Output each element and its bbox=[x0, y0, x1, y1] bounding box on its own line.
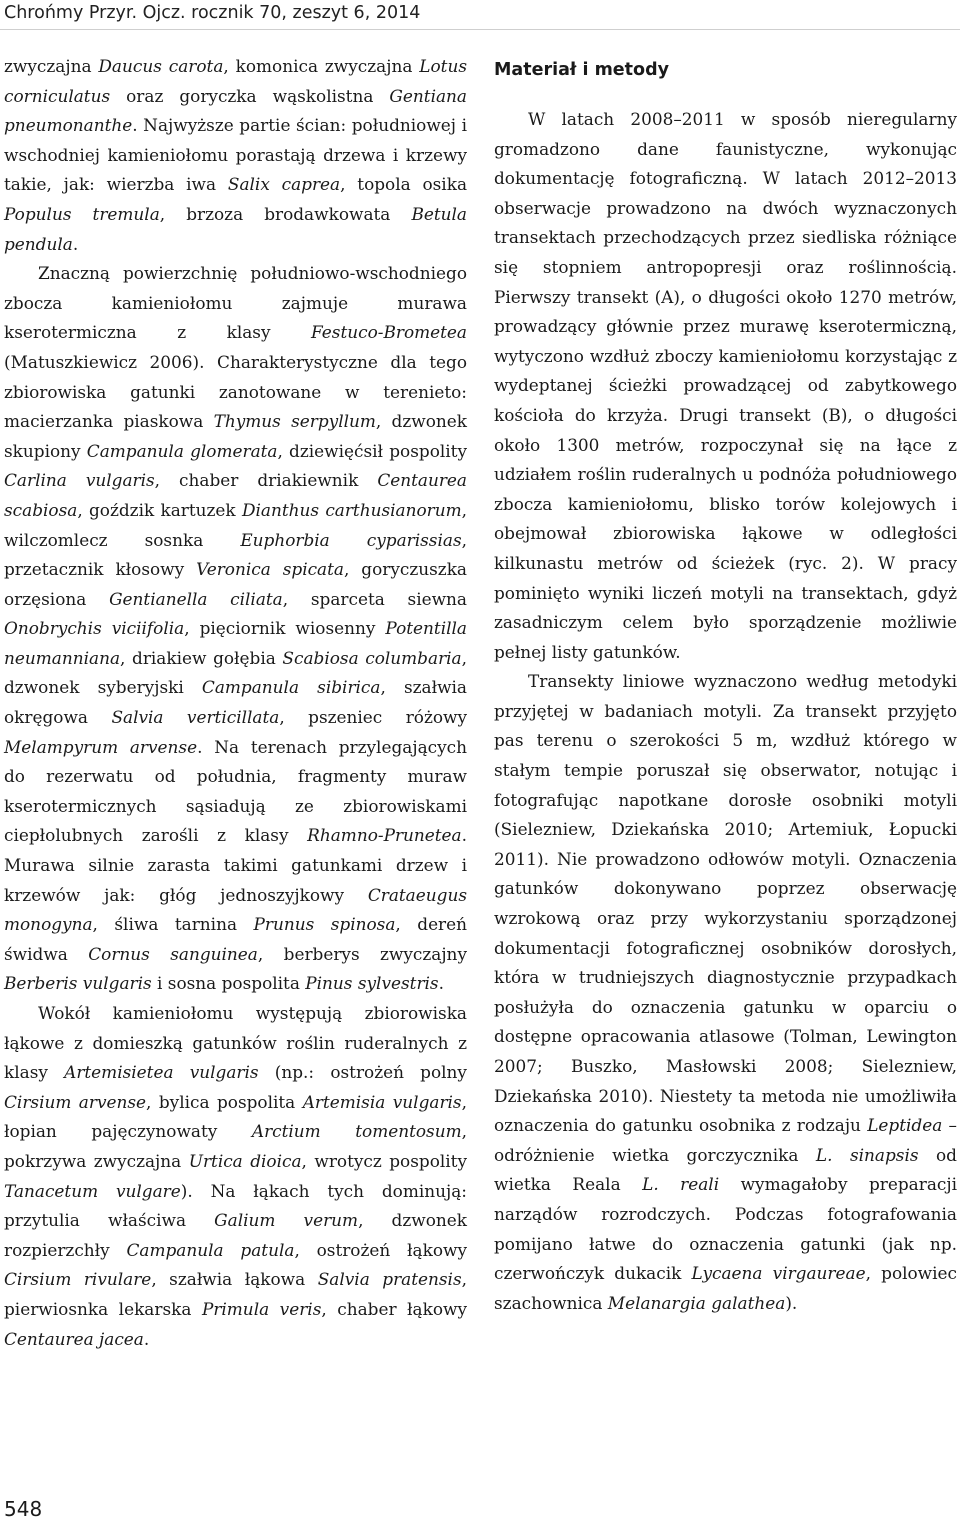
species-name: Cirsium arvense bbox=[4, 1091, 147, 1112]
species-name: Crataeugus monogyna bbox=[4, 884, 467, 935]
running-header bbox=[0, 0, 960, 30]
species-name: Berberis vulgaris bbox=[4, 973, 152, 994]
species-name: Primula veris bbox=[201, 1298, 322, 1319]
species-name: Centaurea scabiosa bbox=[4, 470, 467, 520]
species-name: Potentilla neumanniana bbox=[4, 618, 467, 668]
species-name: Prunus spinosa bbox=[253, 914, 396, 935]
species-name: Scabiosa columbaria bbox=[282, 647, 462, 668]
species-name: Campanula patula bbox=[126, 1239, 295, 1260]
species-name: Campanula glomerata bbox=[86, 440, 278, 461]
species-name: Artemisietea vulgaris bbox=[64, 1062, 259, 1083]
left-column bbox=[4, 52, 467, 1354]
species-name: Campanula sibirica bbox=[201, 677, 381, 698]
species-name: Cirsium rivulare bbox=[4, 1269, 152, 1290]
right-paragraph-2: Transekty liniowe wyznaczono według metodyki przyjętej w badaniach motyli. Za transekt przyjęto pas terenu o szerokości 5 m, wzdłuż którego w stałym tempie poruszał się obserwator, notując i fotografując napotkane dorosłe osobniki motyli (Sielezniew, Dziekańska 2010; Artemiuk, Łopucki 2011). Nie prowadzono odłowów motyli. Oznaczenia gatunków dokonywano poprzez obserwację wzrokową oraz przy wykorzystaniu sporządzonej dokumentacji fotograficznej osobników dorosłych, która w trudniejszych diagnostycznie przypadkach posłużyła do oznaczenia gatunku w oparciu o dostępne opracowania atlasowe (Tolman, Lewington 2007; Buszko, Masłowski 2008; Sielezniew, Dziekańska 2010). Niestety ta metoda nie umożliwiła oznaczenia do gatunku osobnika z rodzaju Leptidea – odróżnienie wietka gorczycznika L. sinapsis od wietka Reala L. reali wymagałoby preparacji narządów rozrodczych. Podczas fotografowania pomijano łatwe do oznaczenia gatunki (jak np. czerwończyk dukacik Lycaena virgaureae, polowiec szachownica Melanargia galathea). bbox=[494, 671, 957, 1313]
species-name: Betula pendula bbox=[4, 203, 467, 254]
species-name: Populus tremula bbox=[4, 203, 160, 224]
species-name: Arctium tomentosum bbox=[251, 1121, 462, 1142]
right-paragraph-1: W latach 2008–2011 w sposób nieregularny gromadzono dane faunistyczne, wykonując dokumentację fotograficzną. W latach 2012–2013 obserwacje prowadzono na dwóch wyznaczonych transektach przechodzących przez siedliska różniące się stopniem antropopresji oraz roślinnością. Pierwszy transekt (A), o długości około 1270 metrów, prowadzący głównie przez murawę kserotermiczną, wytyczono wzdłuż zboczy kamieniołomu korzystając z wydeptanej ścieżki prowadzącej od zabytkowego kościoła do krzyża. Drugi transekt (B), o długości około 1300 metrów, rozpoczynał się na łące z udziałem roślin ruderalnych u podnóża południowego zbocza kamieniołomu, blisko torów kolejowych i obejmował zbiorowiska łąkowe w odległości kilkunastu metrów od ścieżek (ryc. 2). W pracy pominięto wyniki liczeń motyli na transektach, gdyż zasadniczym celem było sporządzenie możliwie pełnej listy gatunków. bbox=[494, 109, 957, 662]
species-name: Melanargia galathea bbox=[607, 1292, 786, 1313]
species-name: Salix caprea bbox=[227, 174, 341, 195]
header-divider bbox=[0, 29, 960, 30]
species-name: Galium verum bbox=[214, 1210, 359, 1231]
species-name: Cornus sanguinea bbox=[88, 943, 258, 964]
species-name: L. reali bbox=[642, 1174, 720, 1195]
species-name: Euphorbia cyparissias bbox=[240, 529, 462, 550]
species-name: Lotus corniculatus bbox=[4, 56, 468, 106]
species-name: Leptidea bbox=[867, 1115, 943, 1136]
species-name: Gentiana pneumonanthe bbox=[4, 85, 467, 136]
species-name: Carlina vulgaris bbox=[4, 470, 155, 491]
species-name: Artemisia vulgaris bbox=[302, 1091, 462, 1112]
species-name: Festuco-Brometea bbox=[311, 322, 467, 343]
left-paragraph-1: zwyczajna Daucus carota, komonica zwyczajna Lotus corniculatus oraz goryczka wąskolistna Gentiana pneumonanthe. Najwyższe partie ścian: południowej i wschodniej kamieniołomu porastają drzewa i krzewy takie, jak: wierzba iwa Salix caprea, topola osika Populus tremula, brzoza brodawkowata Betula pendula. bbox=[4, 56, 468, 254]
species-name: Salvia verticillata bbox=[111, 707, 280, 728]
running-title: Chrońmy Przyr. Ojcz. rocznik 70, zeszyt 6, 2014 bbox=[4, 3, 421, 23]
species-name: Urtica dioica bbox=[188, 1150, 302, 1171]
species-name: Centaurea jacea bbox=[4, 1328, 144, 1349]
species-name: Salvia pratensis bbox=[317, 1269, 462, 1290]
species-name: L. sinapsis bbox=[815, 1144, 919, 1165]
right-column bbox=[494, 58, 957, 1318]
species-name: Thymus serpyllum bbox=[213, 411, 376, 432]
species-name: Daucus carota bbox=[98, 56, 224, 76]
section-heading: Materiał i metody bbox=[494, 60, 669, 80]
species-name: Veronica spicata bbox=[196, 559, 344, 580]
species-name: Lycaena virgaureae bbox=[691, 1263, 866, 1284]
species-name: Tanacetum vulgare bbox=[4, 1180, 181, 1201]
species-name: Pinus sylvestris bbox=[305, 973, 439, 994]
species-name: Rhamno-Prunetea bbox=[307, 825, 462, 846]
species-name: Melampyrum arvense bbox=[4, 736, 198, 757]
species-name: Dianthus carthusianorum bbox=[241, 499, 462, 520]
species-name: Onobrychis viciifolia bbox=[4, 618, 185, 639]
page-number: 548 bbox=[4, 1497, 43, 1521]
species-name: Gentianella ciliata bbox=[109, 588, 283, 609]
left-paragraph-2: Znaczną powierzchnię południowo-wschodniego zbocza kamieniołomu zajmuje murawa kserotermiczna z klasy Festuco-Brometea (Matuszkiewicz 2006). Charakterystyczne dla tego zbiorowiska gatunki zanotowane w terenieto: macierzanka piaskowa Thymus serpyllum, dzwonek skupiony Campanula glomerata, dziewięćsił pospolity Carlina vulgaris, chaber driakiewnik Centaurea scabiosa, goździk kartuzek Dianthus carthusianorum, wilczomlecz sosnka Euphorbia cyparissias, przetacznik kłosowy Veronica spicata, goryczuszka orzęsiona Gentianella ciliata, sparceta siewna Onobrychis viciifolia, pięciornik wiosenny Potentilla neumanniana, driakiew gołębia Scabiosa columbaria, dzwonek syberyjski Campanula sibirica, szałwia okręgowa Salvia verticillata, pszeniec różowy Melampyrum arvense. Na terenach przylegających do rezerwatu od południa, fragmenty muraw kserotermicznych sąsiadują ze zbiorowiskami ciepłolubnych zarośli z klasy Rhamno-Prunetea. Murawa silnie zarasta takimi gatunkami drzew i krzewów jak: głóg jednoszyjkowy Crataeugus monogyna, śliwa tarnina Prunus spinosa, dereń świdwa Cornus sanguinea, berberys zwyczajny Berberis vulgaris i sosna pospolita Pinus sylvestris. bbox=[4, 263, 468, 994]
left-paragraph-3: Wokół kamieniołomu występują zbiorowiska łąkowe z domieszką gatunków roślin ruderalnych z klasy Artemisietea vulgaris (np.: ostrożeń polny Cirsium arvense, bylica pospolita Artemisia vulgaris, łopian pajęczynowaty Arctium tomentosum, pokrzywa zwyczajna Urtica dioica, wrotycz pospolity Tanacetum vulgare). Na łąkach tych dominują: przytulia właściwa Galium verum, dzwonek rozpierzchły Campanula patula, ostrożeń łąkowy Cirsium rivulare, szałwia łąkowa Salvia pratensis, pierwiosnka lekarska Primula veris, chaber łąkowy Centaurea jacea. bbox=[4, 1003, 468, 1349]
